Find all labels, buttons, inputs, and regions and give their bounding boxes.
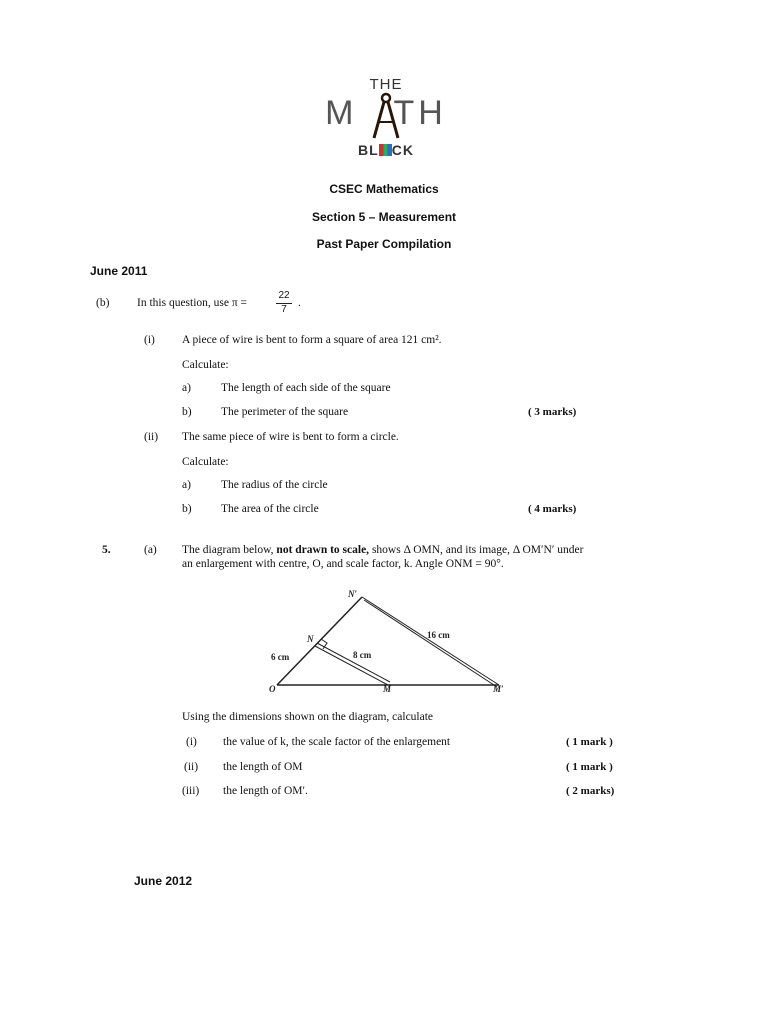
math-block-logo bbox=[316, 76, 456, 162]
part-ib-text: The perimeter of the square bbox=[221, 406, 349, 418]
june-2012-label: June 2012 bbox=[134, 874, 193, 888]
question-5-line-2: an enlargement with centre, O, and scale factor, k. Angle ONM = 90°. bbox=[182, 558, 504, 570]
question-5-number: 5. bbox=[102, 544, 111, 556]
q5-line1-bold: not drawn to scale, bbox=[276, 544, 370, 556]
label-m-prime: M′ bbox=[493, 684, 504, 694]
part-i-text: A piece of wire is bent to form a square of area 121 cm². bbox=[182, 334, 442, 346]
period: . bbox=[298, 297, 301, 309]
q5-line1-end: shows Δ OMN, and its image, Δ OM′N′ under bbox=[371, 544, 584, 556]
label-16cm: 16 cm bbox=[427, 630, 450, 640]
label-n: N bbox=[307, 634, 314, 644]
label-m: M bbox=[383, 684, 392, 694]
pi-numerator: 22 bbox=[278, 290, 290, 301]
logo-block: BL CK bbox=[358, 142, 414, 158]
logo-the: THE bbox=[369, 76, 403, 93]
question-5-line-1 bbox=[182, 544, 583, 556]
calculate-label-2: Calculate: bbox=[182, 456, 229, 468]
part-iib-label: b) bbox=[182, 503, 192, 515]
label-6cm: 6 cm bbox=[271, 652, 290, 662]
q5-i-marks: ( 1 mark ) bbox=[566, 736, 613, 748]
part-iia-text: The radius of the circle bbox=[221, 479, 328, 491]
q5-i-text: the value of k, the scale factor of the enlargement bbox=[223, 736, 451, 748]
part-ia-label: a) bbox=[182, 382, 191, 394]
part-i-label: (i) bbox=[144, 334, 155, 346]
part-ia-text: The length of each side of the square bbox=[221, 382, 391, 394]
part-b-intro: In this question, use π = bbox=[137, 297, 248, 309]
part-b-label: (b) bbox=[96, 297, 110, 309]
q5-iii-label: (iii) bbox=[182, 785, 200, 797]
part-i-marks: ( 3 marks) bbox=[528, 406, 577, 418]
q5-iii-text: the length of OM′. bbox=[223, 785, 308, 797]
june-2011-label: June 2011 bbox=[90, 264, 148, 278]
q5-ii-text: the length of OM bbox=[223, 761, 303, 773]
subtitle: Past Paper Compilation bbox=[316, 237, 452, 251]
q5-line1-start: The diagram below, bbox=[182, 544, 274, 556]
label-o: O bbox=[269, 684, 276, 694]
triangle-diagram bbox=[265, 588, 525, 694]
doc-title: CSEC Mathematics bbox=[329, 182, 439, 196]
q5-iii-marks: ( 2 marks) bbox=[566, 785, 615, 797]
part-iib-text: The area of the circle bbox=[221, 503, 319, 515]
part-ii-text: The same piece of wire is bent to form a circle. bbox=[182, 431, 399, 443]
section-title: Section 5 – Measurement bbox=[311, 210, 457, 224]
part-ii-marks: ( 4 marks) bbox=[528, 503, 577, 515]
label-n-prime: N′ bbox=[348, 589, 358, 599]
part-iia-label: a) bbox=[182, 479, 191, 491]
question-5-part: (a) bbox=[144, 544, 157, 556]
part-ib-label: b) bbox=[182, 406, 192, 418]
pi-denominator: 7 bbox=[281, 304, 287, 315]
label-8cm: 8 cm bbox=[353, 650, 372, 660]
q5-i-label: (i) bbox=[186, 736, 197, 748]
logo-math: MTH bbox=[325, 94, 447, 132]
using-dimensions: Using the dimensions shown on the diagram, calculate bbox=[182, 711, 434, 723]
q5-ii-marks: ( 1 mark ) bbox=[566, 761, 613, 773]
q5-ii-label: (ii) bbox=[184, 761, 199, 773]
calculate-label: Calculate: bbox=[182, 359, 229, 371]
part-ii-label: (ii) bbox=[144, 431, 159, 443]
